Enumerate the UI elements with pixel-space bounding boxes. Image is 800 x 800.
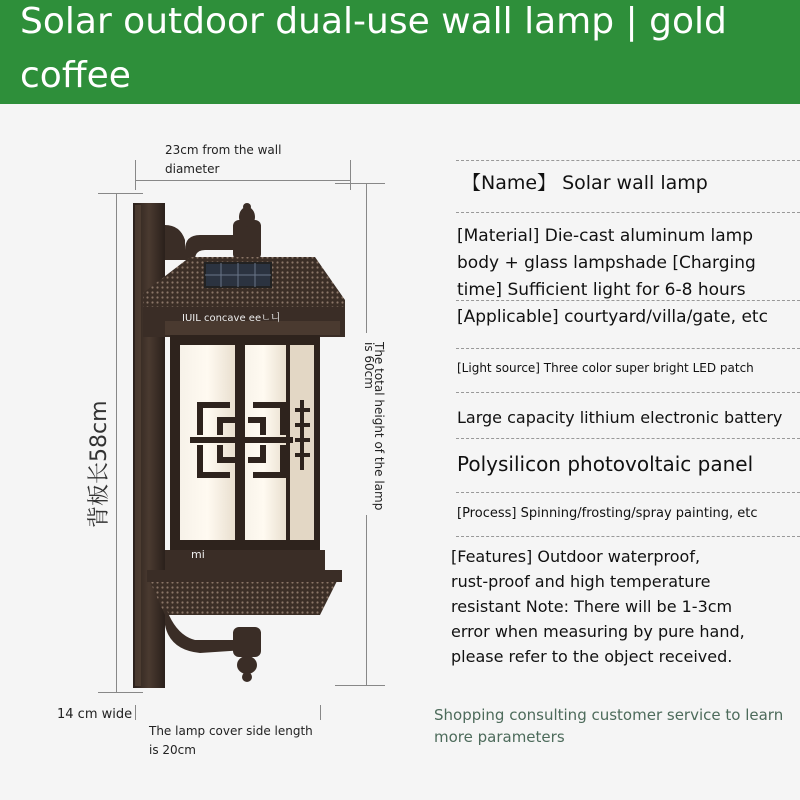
wall-distance-label-1: 23cm from the wall [165, 143, 282, 157]
spec-process: [Process] Spinning/frosting/spray painting, etc [457, 506, 758, 521]
spec-light-source: [Light source] Three color super bright LED patch [457, 361, 754, 375]
spec-material-1: [Material] Die-cast aluminum lamp [457, 226, 754, 246]
spec-divider [456, 348, 800, 349]
width-tick-left [135, 705, 136, 720]
header-banner [0, 0, 800, 104]
spec-features-1: [Features] Outdoor waterproof, [451, 547, 701, 566]
spec-features-4: error when measuring by pure hand, [451, 622, 745, 641]
bottom-finial [237, 656, 257, 674]
spec-divider [456, 438, 800, 439]
page-title-line1: Solar outdoor dual-use wall lamp | gold [20, 1, 727, 42]
cover-side-label-2: is 20cm [149, 743, 196, 757]
spec-battery: Large capacity lithium electronic battery [457, 408, 783, 427]
height-top-tick [335, 183, 385, 184]
total-height-label-2: is 60cm [362, 342, 376, 389]
spec-material-2: body + glass lampshade [Charging [457, 253, 756, 273]
spec-applicable: [Applicable] courtyard/villa/gate, etc [457, 307, 768, 327]
height-line-top [366, 183, 367, 333]
backplate-top-tick [98, 193, 143, 194]
spec-divider [456, 212, 800, 213]
spec-divider [456, 492, 800, 493]
spec-divider [456, 536, 800, 537]
total-height-label-1: The total height of the lamp [372, 342, 386, 511]
spec-features-3: resistant Note: There will be 1-3cm [451, 597, 733, 616]
spec-features-2: rust-proof and high temperature [451, 572, 711, 591]
height-line-bottom [366, 515, 367, 685]
backplate-line [116, 193, 117, 692]
cover-tick-right [320, 705, 321, 720]
spec-material-3: time] Sufficient light for 6-8 hours [457, 280, 746, 300]
wall-distance-tick-left [135, 160, 136, 190]
page-title-line2: coffee [20, 55, 131, 96]
backplate-length-label: 背板长58cm [87, 400, 112, 528]
lamp-illustration [125, 195, 355, 695]
width-label: 14 cm wide [57, 707, 133, 722]
spec-divider [456, 160, 800, 161]
lamp-label-bottom: mi [191, 548, 205, 561]
spec-divider [456, 392, 800, 393]
wall-distance-label-2: diameter [165, 162, 220, 176]
wall-distance-line [135, 180, 350, 181]
spec-divider [456, 300, 800, 301]
cover-side-label-1: The lamp cover side length [149, 724, 313, 738]
spec-features-5: please refer to the object received. [451, 647, 733, 666]
consult-note: Shopping consulting customer service to learn more parameters [434, 706, 784, 746]
spec-panel: Polysilicon photovoltaic panel [457, 452, 754, 476]
wall-distance-tick-right [350, 160, 351, 190]
lamp-label-top: IUIL concave eeㄴ니 [182, 313, 281, 324]
spec-name: 【Name】 Solar wall lamp [462, 172, 708, 194]
